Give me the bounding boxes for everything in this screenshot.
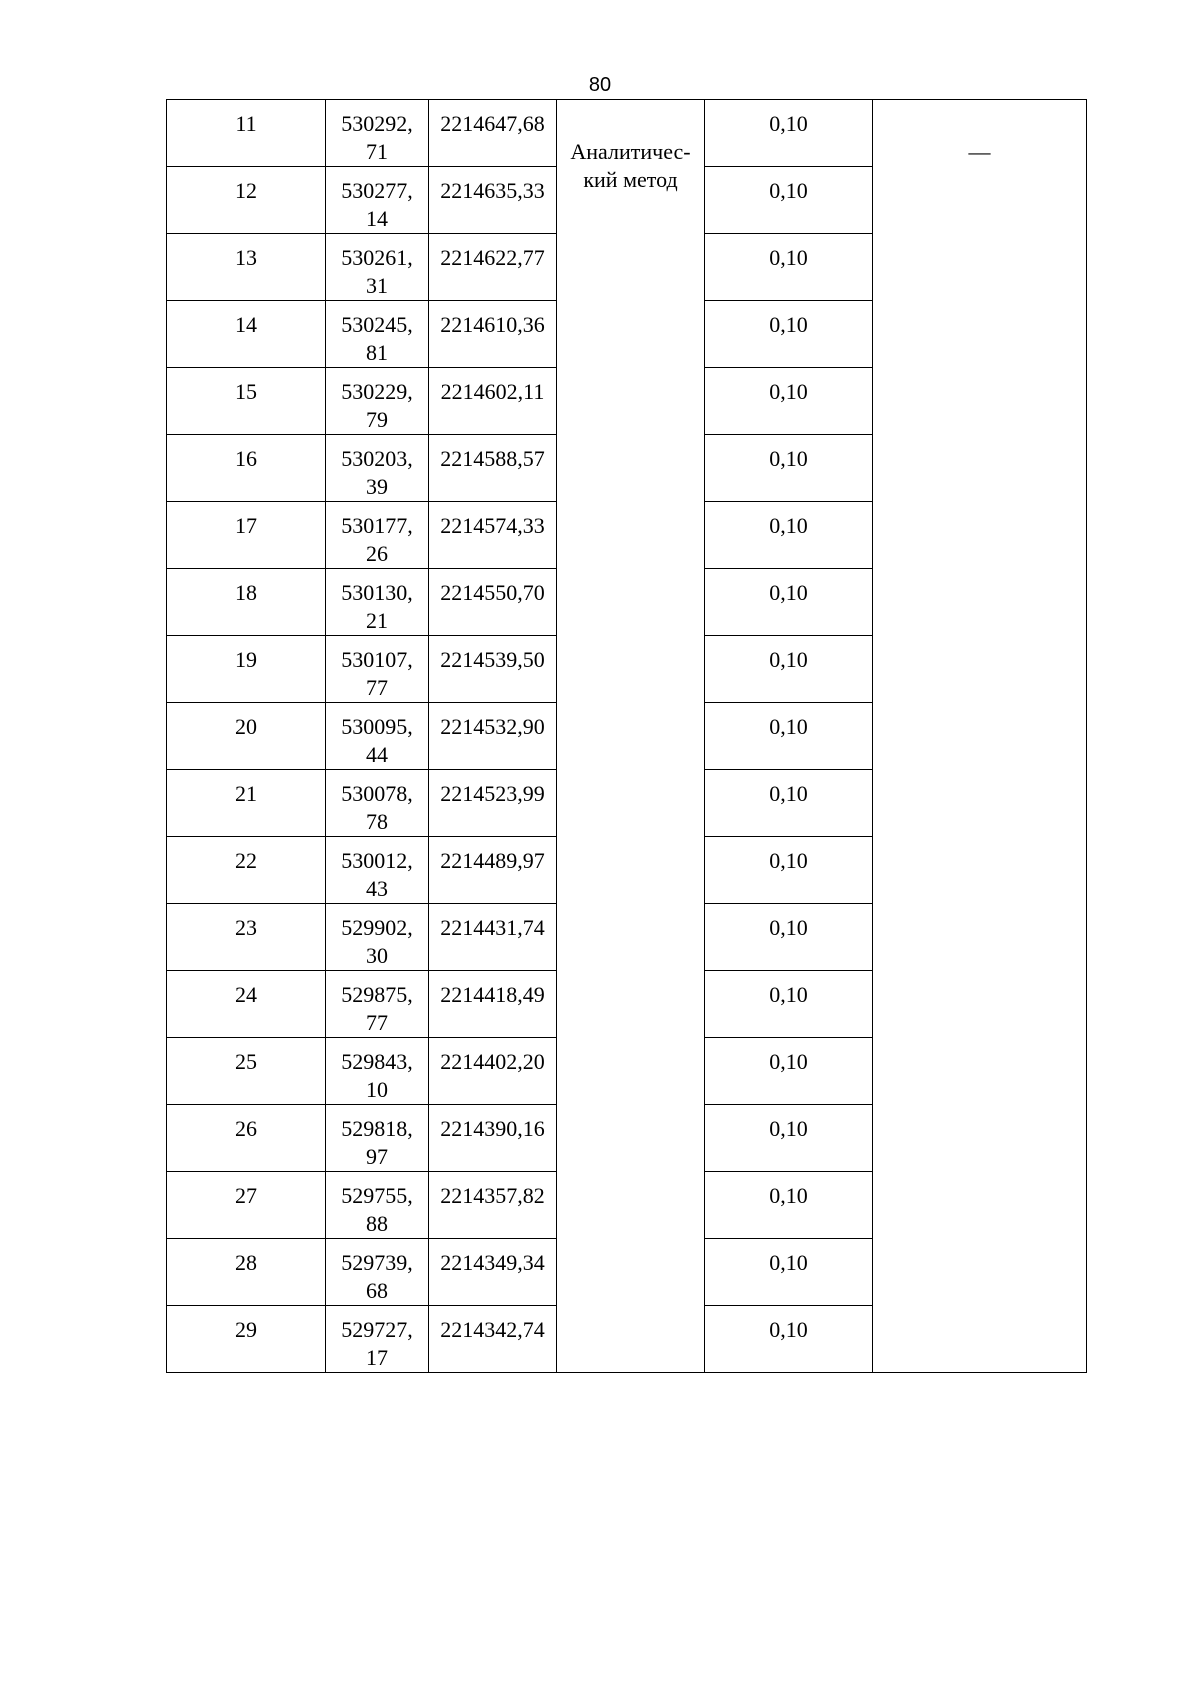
x-coordinate-integer: 530012,	[341, 848, 413, 873]
x-coordinate-integer: 530177,	[341, 513, 413, 538]
x-coordinate-integer: 530095,	[341, 714, 413, 739]
y-coordinate-cell: 2214588,57	[429, 435, 557, 502]
table-row	[167, 100, 1087, 167]
x-coordinate-cell	[326, 234, 429, 301]
x-coordinate-integer: 529818,	[341, 1116, 413, 1141]
x-coordinate-cell	[326, 100, 429, 167]
accuracy-cell: 0,10	[705, 301, 873, 368]
accuracy-cell: 0,10	[705, 837, 873, 904]
point-number-cell: 21	[167, 770, 326, 837]
accuracy-cell: 0,10	[705, 167, 873, 234]
x-coordinate-cell	[326, 1306, 429, 1373]
x-coordinate-integer: 530107,	[341, 647, 413, 672]
y-coordinate-cell: 2214635,33	[429, 167, 557, 234]
y-coordinate-cell: 2214390,16	[429, 1105, 557, 1172]
y-coordinate-cell: 2214622,77	[429, 234, 557, 301]
point-number-cell: 25	[167, 1038, 326, 1105]
x-coordinate-fraction: 44	[366, 742, 388, 767]
y-coordinate-cell: 2214539,50	[429, 636, 557, 703]
x-coordinate-cell	[326, 1105, 429, 1172]
point-number-cell: 13	[167, 234, 326, 301]
x-coordinate-cell	[326, 167, 429, 234]
point-number-cell: 20	[167, 703, 326, 770]
point-number-cell: 11	[167, 100, 326, 167]
x-coordinate-fraction: 10	[366, 1077, 388, 1102]
y-coordinate-cell: 2214342,74	[429, 1306, 557, 1373]
x-coordinate-fraction: 21	[366, 608, 388, 633]
accuracy-cell: 0,10	[705, 1105, 873, 1172]
coordinates-table	[166, 99, 1087, 1373]
point-number-cell: 23	[167, 904, 326, 971]
x-coordinate-cell	[326, 770, 429, 837]
x-coordinate-fraction: 31	[366, 273, 388, 298]
y-coordinate-cell: 2214418,49	[429, 971, 557, 1038]
x-coordinate-integer: 530130,	[341, 580, 413, 605]
x-coordinate-integer: 530277,	[341, 178, 413, 203]
y-coordinate-cell: 2214357,82	[429, 1172, 557, 1239]
x-coordinate-cell	[326, 904, 429, 971]
accuracy-cell: 0,10	[705, 569, 873, 636]
description-cell: —	[873, 100, 1087, 1373]
x-coordinate-fraction: 79	[366, 407, 388, 432]
y-coordinate-cell: 2214431,74	[429, 904, 557, 971]
x-coordinate-integer: 529902,	[341, 915, 413, 940]
x-coordinate-integer: 529739,	[341, 1250, 413, 1275]
x-coordinate-cell	[326, 301, 429, 368]
accuracy-cell: 0,10	[705, 1306, 873, 1373]
method-cell: Аналитичес-кий метод	[557, 100, 705, 1373]
x-coordinate-cell	[326, 837, 429, 904]
x-coordinate-fraction: 71	[366, 139, 388, 164]
x-coordinate-integer: 529755,	[341, 1183, 413, 1208]
x-coordinate-cell	[326, 1239, 429, 1306]
x-coordinate-cell	[326, 435, 429, 502]
point-number-cell: 19	[167, 636, 326, 703]
point-number-cell: 17	[167, 502, 326, 569]
accuracy-cell: 0,10	[705, 1239, 873, 1306]
x-coordinate-fraction: 88	[366, 1211, 388, 1236]
page-number: 80	[588, 74, 612, 96]
accuracy-cell: 0,10	[705, 368, 873, 435]
x-coordinate-integer: 529875,	[341, 982, 413, 1007]
accuracy-cell: 0,10	[705, 1038, 873, 1105]
x-coordinate-cell	[326, 1172, 429, 1239]
x-coordinate-integer: 529843,	[341, 1049, 413, 1074]
x-coordinate-integer: 530261,	[341, 245, 413, 270]
x-coordinate-cell	[326, 703, 429, 770]
x-coordinate-fraction: 43	[366, 876, 388, 901]
x-coordinate-fraction: 68	[366, 1278, 388, 1303]
point-number-cell: 28	[167, 1239, 326, 1306]
accuracy-cell: 0,10	[705, 770, 873, 837]
x-coordinate-cell	[326, 1038, 429, 1105]
point-number-cell: 15	[167, 368, 326, 435]
y-coordinate-cell: 2214489,97	[429, 837, 557, 904]
y-coordinate-cell: 2214402,20	[429, 1038, 557, 1105]
point-number-cell: 16	[167, 435, 326, 502]
y-coordinate-cell: 2214647,68	[429, 100, 557, 167]
x-coordinate-fraction: 17	[366, 1345, 388, 1370]
y-coordinate-cell: 2214602,11	[429, 368, 557, 435]
y-coordinate-cell: 2214574,33	[429, 502, 557, 569]
x-coordinate-integer: 530078,	[341, 781, 413, 806]
point-number-cell: 24	[167, 971, 326, 1038]
point-number-cell: 22	[167, 837, 326, 904]
x-coordinate-integer: 530245,	[341, 312, 413, 337]
x-coordinate-integer: 529727,	[341, 1317, 413, 1342]
x-coordinate-fraction: 14	[366, 206, 388, 231]
accuracy-cell: 0,10	[705, 703, 873, 770]
x-coordinate-cell	[326, 368, 429, 435]
x-coordinate-fraction: 81	[366, 340, 388, 365]
x-coordinate-cell	[326, 636, 429, 703]
y-coordinate-cell: 2214550,70	[429, 569, 557, 636]
point-number-cell: 14	[167, 301, 326, 368]
point-number-cell: 29	[167, 1306, 326, 1373]
table-body	[167, 100, 1087, 1373]
y-coordinate-cell: 2214532,90	[429, 703, 557, 770]
y-coordinate-cell: 2214349,34	[429, 1239, 557, 1306]
accuracy-cell: 0,10	[705, 1172, 873, 1239]
x-coordinate-integer: 530292,	[341, 111, 413, 136]
x-coordinate-fraction: 77	[366, 1010, 388, 1035]
x-coordinate-fraction: 30	[366, 943, 388, 968]
point-number-cell: 12	[167, 167, 326, 234]
accuracy-cell: 0,10	[705, 636, 873, 703]
accuracy-cell: 0,10	[705, 502, 873, 569]
x-coordinate-cell	[326, 569, 429, 636]
x-coordinate-fraction: 26	[366, 541, 388, 566]
y-coordinate-cell: 2214523,99	[429, 770, 557, 837]
x-coordinate-cell	[326, 971, 429, 1038]
point-number-cell: 26	[167, 1105, 326, 1172]
accuracy-cell: 0,10	[705, 100, 873, 167]
x-coordinate-fraction: 77	[366, 675, 388, 700]
x-coordinate-fraction: 97	[366, 1144, 388, 1169]
accuracy-cell: 0,10	[705, 234, 873, 301]
point-number-cell: 18	[167, 569, 326, 636]
accuracy-cell: 0,10	[705, 971, 873, 1038]
point-number-cell: 27	[167, 1172, 326, 1239]
x-coordinate-integer: 530229,	[341, 379, 413, 404]
accuracy-cell: 0,10	[705, 435, 873, 502]
x-coordinate-fraction: 78	[366, 809, 388, 834]
x-coordinate-cell	[326, 502, 429, 569]
y-coordinate-cell: 2214610,36	[429, 301, 557, 368]
accuracy-cell: 0,10	[705, 904, 873, 971]
x-coordinate-fraction: 39	[366, 474, 388, 499]
x-coordinate-integer: 530203,	[341, 446, 413, 471]
